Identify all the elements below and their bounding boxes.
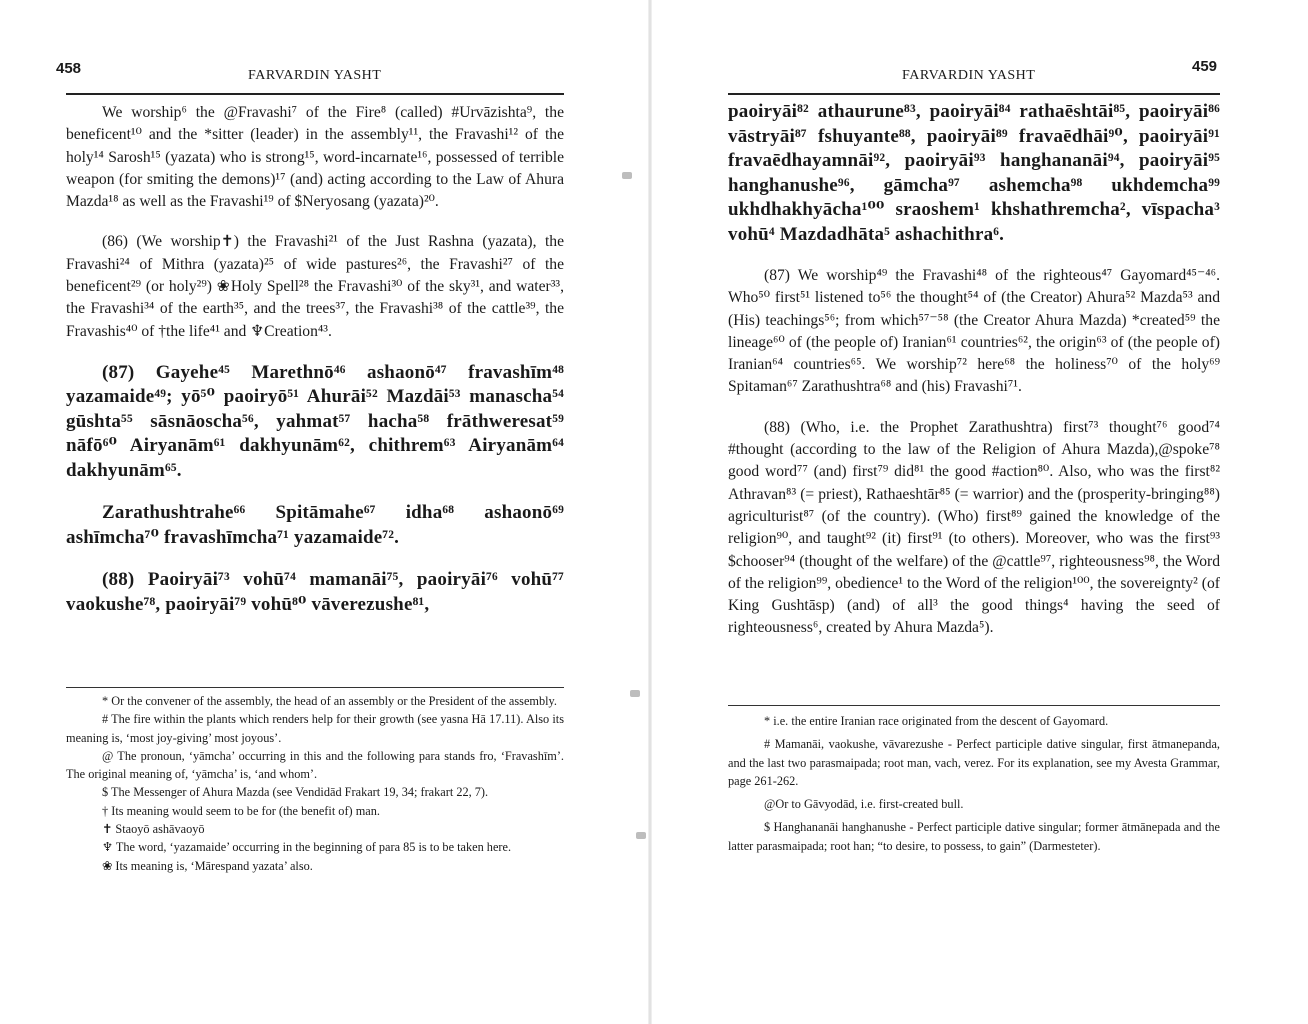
footnote: $ The Messenger of Ahura Mazda (see Vendidād Frakart 19, 34; frakart 22, 7). [102, 785, 489, 800]
footnotes [728, 712, 1220, 855]
right-page [652, 0, 1308, 1024]
footnote-rule [728, 705, 1220, 706]
footnote: # The fire within the plants which renders help for their growth (see yasna Hā 17.11). Also its meaning is, ‘most joy-giving’ most joyous’. [66, 712, 564, 745]
footnote: @Or to Gāvyodād, i.e. first-created bull. [764, 797, 964, 812]
body-text [66, 102, 564, 617]
footnote: † Its meaning would seem to be for (the benefit of) man. [102, 803, 380, 818]
running-head: FARVARDIN YASHT [902, 68, 1036, 83]
footnote: * Or the convener of the assembly, the head of an assembly or the President of the assembly. [102, 694, 557, 708]
paragraph: (88) (Who, i.e. the Prophet Zarathushtra) first⁷³ thought⁷⁶ good⁷⁴ #thought (according to the law of the Religion of Ahura Mazda),@spoke⁷⁸ good word⁷⁷ (and) first⁷⁹ did⁸¹ the good #action⁸⁰. Also, who was the first⁸² Athravan⁸³ (= priest), Rathaeshtār⁸⁵ (= warrior) and the (prosperity-bringing⁸⁸) agriculturist⁸⁷ (of the country). (Who) first⁸⁹ gained the knowledge of the religion⁹⁰, and taught⁹² (it) first⁹¹ (to others). Moreover, who was the first⁹³ $chooser⁹⁴ (thought of the welfare) of the @cattle⁹⁷, righteousness⁹⁸, the Word of the religion⁹⁹, obedience¹ to the Word of the religion¹⁰⁰, the sovereignty² (of King Gushtāsp) (and) of all³ the good things⁴ having the seed of righteousness⁶, created by Ahura Mazda⁵). [728, 418, 1220, 637]
avesta-paragraph: (87) Gayehe⁴⁵ Marethnō⁴⁶ ashaonō⁴⁷ fravashīm⁴⁸ yazamaide⁴⁹; yō⁵⁰ paoiryō⁵¹ Ahurāi⁵² Mazdāi⁵³ manascha⁵⁴ gūshta⁵⁵ sāsnāoscha⁵⁶, yahmat⁵⁷ hacha⁵⁸ frāthweresat⁵⁹ nāfō⁶⁰ Airyanām⁶¹ dakhyunām⁶², chithrem⁶³ Airyanām⁶⁴ dakhyunām⁶⁵. [66, 361, 564, 481]
page-number: 459 [1192, 58, 1218, 75]
avesta-paragraph: (88) Paoiryāi⁷³ vohū⁷⁴ mamanāi⁷⁵, paoiryāi⁷⁶ vohū⁷⁷ vaokushe⁷⁸, paoiryāi⁷⁹ vohū⁸⁰ vāverezushe⁸¹, [66, 569, 564, 615]
scan-mark [636, 832, 646, 839]
footnote: $ Hanghananāi hanghanushe - Perfect participle dative singular; former ātmānepada and the latter parasmaipada; root han; “to desire, to possess, to gain” (Darmesteter). [728, 820, 1220, 853]
scan-mark [622, 172, 632, 179]
footnote: ✝ Staoyō ashāvaoyō [102, 822, 205, 837]
running-head: FARVARDIN YASHT [248, 68, 382, 83]
paragraph: (86) (We worship✝) the Fravashi²¹ of the Just Rashna (yazata), the Fravashi²⁴ of Mithra (yazata)²⁵ of wide pastures²⁶, the Fravashi²⁷ of the beneficent²⁹ (or holy²⁹) ❀Holy Spell²⁸ the Fravashi³⁰ of the sky³¹, and water³³, the Fravashi³⁴ of the earth³⁵, and the trees³⁷, the Fravashi³⁸ of the cattle³⁹, the Fravashis⁴⁰ of †the life⁴¹ and ♆Creation⁴³. [66, 233, 564, 340]
paragraph: We worship⁶ the @Fravashi⁷ of the Fire⁸ (called) #Urvāzishta⁹, the beneficent¹⁰ and the *sitter (leader) in the assembly¹¹, the Fravashi¹² of the holy¹⁴ Sarosh¹⁵ (yazata) who is strong¹⁵, word-incarnate¹⁶, possessed of terrible weapon (for smiting the demons)¹⁷ (and) acting according to the Law of Ahura Mazda¹⁸ as well as the Fravashi¹⁹ of $Neryosang (yazata)²⁰. [66, 104, 564, 211]
header-rule [728, 93, 1220, 95]
paragraph: (87) We worship⁴⁹ the Fravashi⁴⁸ of the righteous⁴⁷ Gayomard⁴⁵⁻⁴⁶. Who⁵⁰ first⁵¹ listened to⁵⁶ the thought⁵⁴ of (the Creator) Ahura⁵² Mazda⁵³ and (His) teachings⁵⁶; from which⁵⁷⁻⁵⁸ (the Creator Ahura Mazda) *created⁵⁹ the lineage⁶⁰ of (the people of) Iranian⁶¹ countries⁶², the origin⁶³ of (the people of) Iranian⁶⁴ countries⁶⁵. We worship⁷² here⁶⁸ the holiness⁷⁰ of the holy⁶⁹ Spitaman⁶⁷ Zarathushtra⁶⁸ and (his) Fravashi⁷¹. [728, 267, 1220, 396]
scan-mark [630, 690, 640, 697]
header-rule [66, 93, 564, 95]
footnote: ❀ Its meaning is, ‘Mārespand yazata’ also. [102, 858, 313, 873]
page-number: 458 [56, 60, 82, 77]
left-page [0, 0, 648, 1024]
footnote: ♆ The word, ‘yazamaide’ occurring in the beginning of para 85 is to be taken here. [102, 840, 512, 855]
footnote: # Mamanāi, vaokushe, vāvarezushe - Perfect participle dative singular, first ātmanepanda, and the last two parasmaipada; root man, vach, verez. For its explanation, see my Avesta Grammar, page 261-262. [728, 737, 1220, 788]
footnotes [66, 692, 564, 875]
avesta-paragraph: paoiryāi⁸² athaurune⁸³, paoiryāi⁸⁴ rathaēshtāi⁸⁵, paoiryāi⁸⁶ vāstryāi⁸⁷ fshuyante⁸⁸, paoiryāi⁸⁹ fravaēdhāi⁹⁰, paoiryāi⁹¹ fravaēdhayamnāi⁹², paoiryāi⁹³ hanghananāi⁹⁴, paoiryāi⁹⁵ hanghanushe⁹⁶, gāmcha⁹⁷ ashemcha⁹⁸ ukhdemcha⁹⁹ ukhdhakhyācha¹⁰⁰ sraoshem¹ khshathremcha², vīspacha³ vohū⁴ Mazdadhāta⁵ ashachithra⁶. [728, 101, 1220, 245]
body-text [728, 100, 1220, 640]
footnote: * i.e. the entire Iranian race originated from the descent of Gayomard. [764, 714, 1109, 728]
avesta-paragraph: Zarathushtrahe⁶⁶ Spitāmahe⁶⁷ idha⁶⁸ ashaonō⁶⁹ ashīmcha⁷⁰ fravashīmcha⁷¹ yazamaide⁷². [66, 502, 564, 548]
footnote-rule [66, 687, 564, 688]
footnote: @ The pronoun, ‘yāmcha’ occurring in this and the following para stands fro, ‘Fravashīm’. The original meaning of, ‘yāmcha’ is, ‘and whom’. [66, 748, 564, 782]
